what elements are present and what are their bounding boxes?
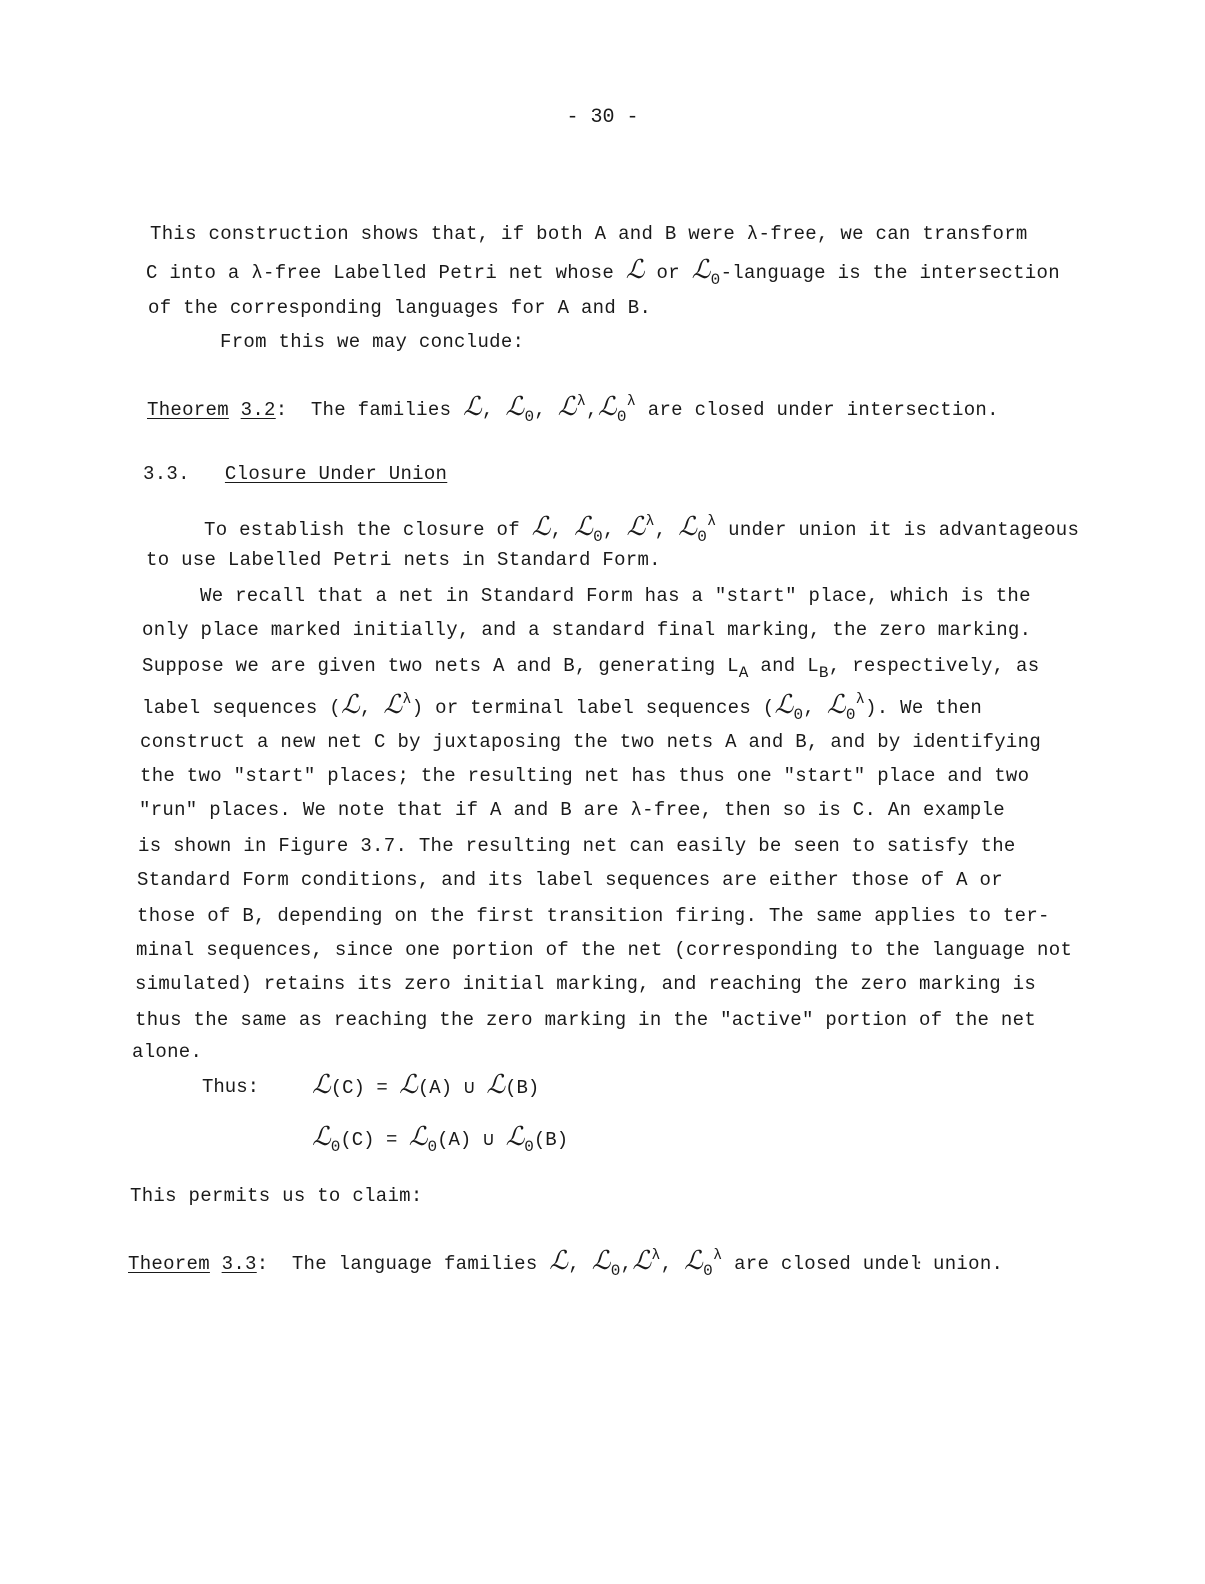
superscript-lambda: λ (576, 393, 587, 410)
eq1-lhs: (C) = (330, 1077, 388, 1099)
subscript-zero: 0 (524, 408, 535, 426)
script-L-symbol: ℒ (486, 1070, 506, 1100)
script-L-symbol: ℒ (597, 392, 617, 422)
script-L-symbol: ℒ (399, 1070, 418, 1100)
theorem-3-2-text-a: The families (310, 399, 452, 421)
para2-line-7: "run" places. We note that if A and B are λ-free, then so is C. An example (139, 799, 1005, 821)
script-L-symbol: ℒ (591, 1246, 611, 1276)
para2-line-3 (142, 654, 1039, 685)
script-L-symbol: ℒ (826, 690, 846, 720)
theorem-3-3-text-a: The language families (291, 1253, 538, 1275)
comma: , (586, 399, 598, 421)
theorem-3-2-text-b: are closed under intersection. (647, 399, 999, 421)
script-L-symbol: ℒ (312, 1070, 331, 1100)
comma: , (803, 697, 816, 719)
intro-line-3: of the corresponding languages for A and B. (148, 297, 652, 319)
script-L-symbol: ℒ (531, 512, 551, 542)
thus-label: Thus: (202, 1076, 260, 1098)
script-L-symbol: ℒ (549, 1246, 569, 1276)
comma: , (534, 399, 547, 421)
theorem-3-3-text-b: are closed undeŀ union. (734, 1253, 1004, 1275)
script-L-symbol: ℒ (408, 1122, 428, 1152)
subscript-zero: 0 (330, 1138, 341, 1156)
comma: , (620, 1253, 633, 1275)
para2-line-2: only place marked initially, and a standard final marking, the zero marking. (142, 619, 1032, 641)
intro-line-2-text-a: C into a λ-free Labelled Petri net whose (146, 262, 615, 284)
comma: , (359, 697, 372, 719)
subscript-zero: 0 (845, 706, 856, 724)
equation-1 (312, 1070, 539, 1100)
eq2-lhs: (C) = (340, 1129, 398, 1151)
script-L-symbol: ℒ (678, 512, 698, 542)
script-L-symbol: ℒ (383, 690, 403, 720)
script-L-symbol: ℒ (340, 690, 360, 720)
superscript-lambda: λ (402, 691, 412, 708)
superscript-lambda: λ (855, 691, 866, 708)
comma: , (550, 519, 563, 541)
para2-line-6: the two "start" places; the resulting net has thus one "start" place and two (140, 765, 1030, 787)
intro-line-2 (146, 255, 1060, 292)
para2-line-13: thus the same as reaching the zero marking in the "active" portion of the net (135, 1009, 1037, 1031)
eq2-b: (B) (533, 1129, 569, 1151)
section-number: 3.3. (143, 463, 190, 485)
subscript-zero: 0 (524, 1138, 534, 1156)
subscript-zero: 0 (616, 408, 627, 426)
theorem-3-2-label: Theorem (147, 399, 229, 421)
comma: , (654, 519, 667, 541)
script-L-symbol: ℒ (312, 1122, 331, 1152)
comma: , (603, 519, 615, 541)
subscript-A: A (738, 664, 749, 682)
subscript-zero: 0 (610, 1262, 621, 1280)
theorem-3-2 (147, 390, 999, 429)
superscript-lambda: λ (645, 513, 655, 530)
script-L-symbol: ℒ (505, 1122, 525, 1152)
superscript-lambda: λ (651, 1247, 661, 1264)
para2-line-4-a: label sequences ( (142, 697, 341, 719)
para2-line-8: is shown in Figure 3.7. The resulting net can easily be seen to satisfy the (138, 835, 1016, 857)
para2-line-3-and: and L (760, 655, 819, 677)
script-L-symbol: ℒ (632, 1246, 652, 1276)
theorem-3-3 (128, 1244, 1003, 1283)
para1-line-1 (204, 510, 1079, 549)
para2-line-11: minal sequences, since one portion of the net (corresponding to the language not (136, 939, 1073, 961)
script-L-symbol: ℒ (462, 392, 483, 422)
para2-line-4 (142, 688, 982, 727)
script-L-symbol: ℒ (505, 392, 525, 422)
theorem-3-3-colon: : (256, 1253, 269, 1275)
intro-line-2-text-b: -language is the intersection (720, 262, 1060, 284)
theorem-3-2-number: 3.2 (240, 399, 276, 421)
page-number: - 30 - (566, 106, 639, 129)
script-L-symbol: ℒ (774, 690, 794, 720)
subscript-B: B (818, 664, 829, 682)
para2-line-3-a: Suppose we are given two nets A and B, generating L (142, 655, 739, 677)
para2-line-9: Standard Form conditions, and its label sequences are either those of A or (137, 869, 1003, 891)
eq1-a: (A) ∪ (417, 1077, 475, 1099)
comma: , (568, 1253, 581, 1275)
section-title: Closure Under Union (224, 463, 448, 485)
script-L-symbol: ℒ (625, 255, 645, 285)
superscript-lambda: λ (713, 1247, 723, 1264)
script-L-symbol: ℒ (574, 512, 594, 542)
eq1-b: (B) (505, 1077, 540, 1099)
para1-line-2: to use Labelled Petri nets in Standard Form. (146, 549, 661, 571)
para2-line-4-b: ) or terminal label sequences ( (411, 697, 775, 719)
superscript-lambda: λ (626, 393, 637, 410)
subscript-zero: 0 (427, 1138, 438, 1156)
superscript-lambda: λ (707, 513, 717, 530)
eq2-a: (A) ∪ (437, 1129, 495, 1151)
script-L-symbol: ℒ (557, 392, 577, 422)
subscript-zero: 0 (793, 706, 804, 724)
para2-line-4-c: ). We then (865, 697, 983, 719)
section-heading (143, 462, 447, 486)
subscript-zero: 0 (697, 528, 708, 546)
theorem-3-3-label: Theorem (128, 1253, 210, 1275)
claim-line: This permits us to claim: (130, 1185, 423, 1207)
script-L-symbol: ℒ (691, 255, 711, 285)
comma: , (660, 1253, 673, 1275)
subscript-zero: 0 (703, 1262, 714, 1280)
comma: , (482, 399, 494, 421)
para2-line-10: those of B, depending on the first transition firing. The same applies to ter- (137, 905, 1050, 927)
subscript-zero: 0 (710, 271, 721, 289)
intro-line-2-or: or (656, 262, 680, 284)
subscript-zero: 0 (593, 528, 604, 546)
para1-text-a: To establish the closure of (204, 519, 520, 541)
para2-line-3-b: , respectively, as (828, 655, 1040, 677)
script-L-symbol: ℒ (684, 1246, 704, 1276)
para2-line-1: We recall that a net in Standard Form has a "start" place, which is the (200, 585, 1031, 607)
para1-text-b: under union it is advantageous (728, 519, 1080, 541)
para2-line-5: construct a new net C by juxtaposing the two nets A and B, and by identifying (140, 731, 1042, 753)
equation-2 (312, 1122, 568, 1156)
para2-line-12: simulated) retains its zero initial marking, and reaching the zero marking is (135, 973, 1037, 995)
intro-line-4: From this we may conclude: (220, 331, 525, 353)
theorem-3-3-number: 3.3 (221, 1253, 257, 1275)
para2-line-14: alone. (132, 1041, 203, 1063)
script-L-symbol: ℒ (626, 512, 646, 542)
intro-line-1: This construction shows that, if both A and B were λ-free, we can transform (150, 223, 1028, 245)
theorem-3-2-colon: : (275, 399, 288, 421)
